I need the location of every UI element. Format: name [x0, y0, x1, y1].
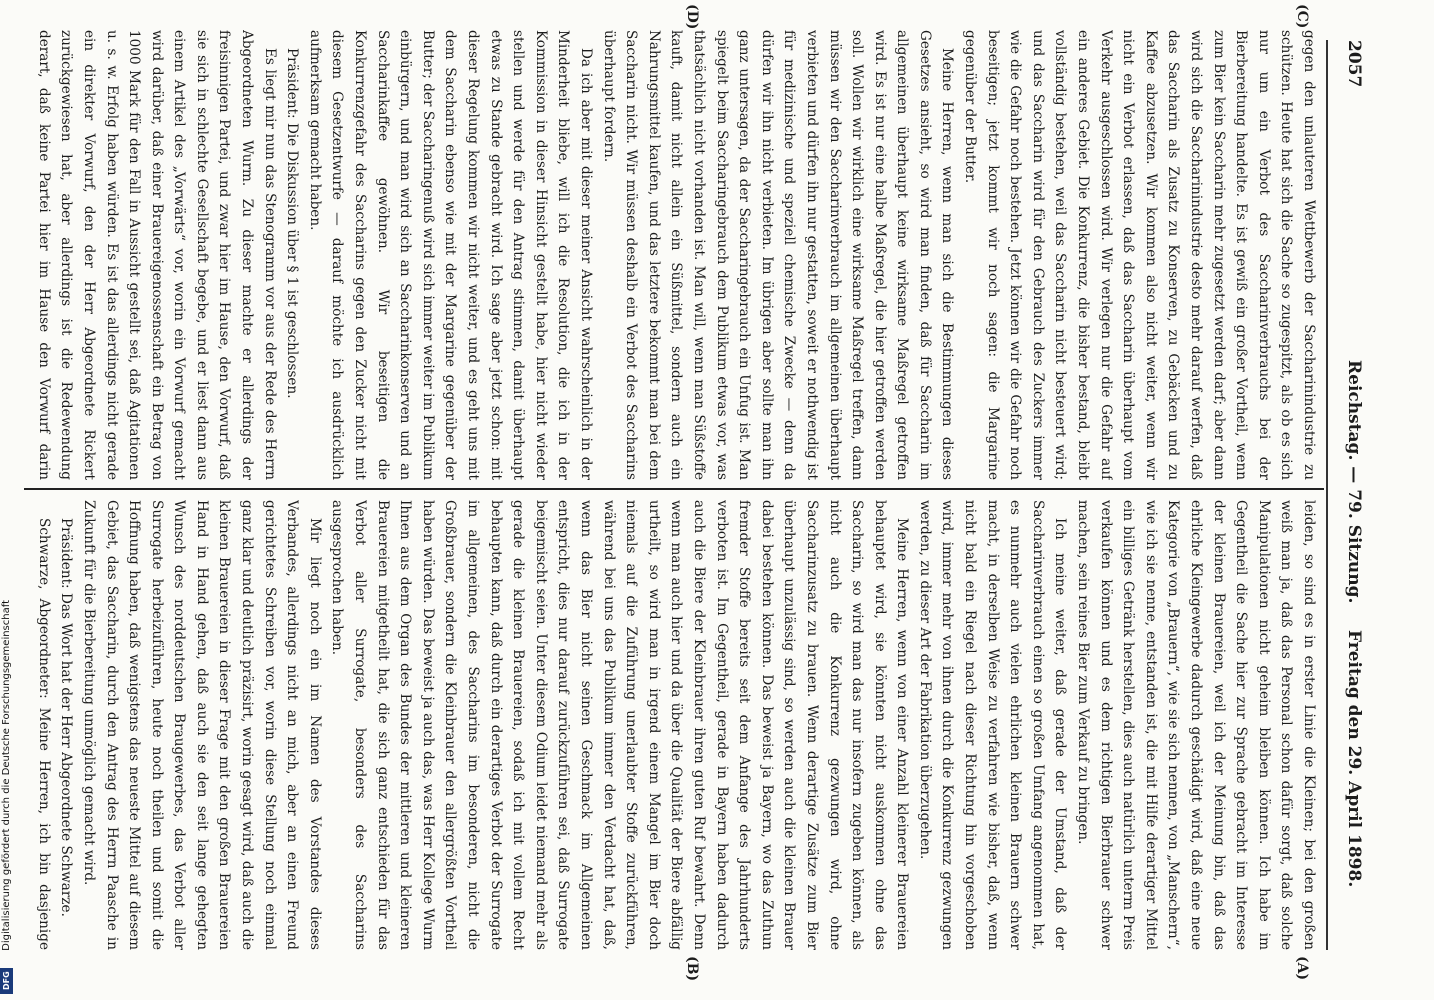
paragraph: gegen den unlauteren Wettbewerb der Saccharinindustrie zu schützen. Heute hat sich die Sache so zugespitzt, als ob es sich nur um ein Verbot des Saccharinverbrauchs bei der Bierbereitung handelte. Es ist gewiß ein großer Vortheil, wenn zum Bier kein Saccharin mehr zugesetzt werden darf; aber dann wird sich die Saccharinindustrie desto mehr darauf werfen, daß das Saccharin als Zusatz zu Konserven, zu Gebäcken und zu Kaffee abzusetzen. Wir kommen also nicht weiter, wenn wir nicht ein Verbot erlassen, daß das Saccharin überhaupt vom Verkehr ausgeschlossen wird. Wir verlegen nur die Gefahr auf ein anderes Gebiet. Die Konkurrenz, die bisher bestand, bleibt vollständig bestehen, weil das Saccharin nicht besteuert wird; und das Saccharin wird für den Gebrauch des Zuckers immer wie die Gefahr noch bestehen. Jetzt können wir die Gefahr noch beseitigen; jetzt kommt wir noch sagen: die Margarine gegenüber der Butter. [962, 30, 1317, 480]
paragraph: leiden, so sind es in erster Linie die Kleinen; bei den großen weiß man ja, daß das Personal schon dafür sorgt, daß solche Manipulationen nicht geheim bleiben können. Ich habe im Gegentheil die Sache hier zur Sprache gebracht im Interesse der kleinen Brauereien, weil ich der Meinung bin, daß das ehrliche Kleingewerbe dadurch geschädigt wird, daß eine neue Kategorie von „Brauern“, wie sie sich nennen, von „Manschern“, wie ich sie nenne, entstanden ist, die mit Hilfe derartiger Mittel ein billiges Getränk herstellen, dies auch natürlich unterm Preis verkaufen können und es dem richtigen Bierbrauer schwer machen, sein reines Bier zum Verkauf zu bringen. [1075, 500, 1317, 950]
margin-marker-d: (D) [684, 4, 700, 30]
page-header [1326, 40, 1370, 950]
margin-marker-b: (B) [684, 956, 700, 982]
column-divider [24, 488, 1324, 490]
paragraph: Präsident: Das Wort hat der Herr Abgeordnete Schwarze. [58, 518, 75, 917]
paragraph: Da ich aber mit dieser meiner Ansicht wahrscheinlich in der Minderheit bliebe, will ich die Resolution, die ich in der Kommission in dieser Hinsicht gestellt habe, hier nicht wieder stellen und werde für den Antrag stimmen, damit überhaupt etwas zu Stande gebracht wird. Ich sage aber jetzt schon: mit dieser Regelung kommen wir nicht weiter, und es geht uns mit dem Saccharin ebenso wie mit der Margarine gegenüber der Butter; der Saccharingenuß wird sich immer weiter im Publikum einbürgern, und man wird sich an Saccharinkonserven und an Saccharinkaffee gewöhnen. Wir beseitigen die Konkurrenzgefahr des Saccharins gegen den Zucker nicht mit diesem Gesetzentwurfe — darauf möchte ich ausdrücklich aufmerksam gemacht haben. [306, 30, 594, 480]
paragraph: Schwarze, Abgeordneter: Meine Herren, ich bin dasjenige [35, 518, 52, 950]
dfg-logo: DFG [0, 968, 13, 994]
paragraph: Meine Herren, wenn von einer Anzahl kleinerer Brauereien behauptet wird, sie könnten nicht auskommen ohne das Saccharin, so wird man das nur insofern zugeben können, als nicht auch die Konkurrenz gezwungen wird, ohne Saccharinzusatz zu brauen. Wenn derartige Zusätze zum Bier überhaupt unzulässig sind, so werden auch die kleinen Brauer dabei bestehen können. Das beweist ja Bayern, wo das Zuthun fremder Stoffe bereits seit dem Anfange des Jahrhunderts verboten ist. Im Gegentheil, gerade in Bayern haben dadurch auch die Biere der Kleinbrauer ihren guten Ruf bewahrt. Denn wenn man auch hier und da über die Qualität der Biere abfällig urtheilt, so wird man in irgend einem Mangel im Bier doch niemals auf die Zuführung unerlaubter Stoffe zurückführen, während bei uns das Publikum immer den Verdacht hat, daß, wenn das Bier nicht seinen Geschmack im Allgemeinen entspricht, dies nur darauf zurückzuführen sei, daß Surrogate beigemischt seien. Unter diesem Odium leidet niemand mehr als gerade die kleinen Brauereien, sodaß ich mit vollem Recht behaupten kann, daß durch ein derartiges Verbot der Surrogate im allgemeinen, des Saccharins im besonderen, nicht die Großbrauer, sondern die Kleinbrauer den allergrößten Vortheil haben würden. Das beweist ja auch das, was Herr Kollege Wurm Ihnen aus dem Organ des Bundes der mittleren und kleineren Brauereien mitgetheilt hat, die sich ganz entschieden für das Verbot aller Surrogate, besonders des Saccharins ausgesprochen haben. [329, 500, 911, 950]
paragraph: Meine Herren, wenn man sich die Bestimmungen dieses Gesetzes ansieht, so wird man finden, daß für Saccharin im allgemeinen überhaupt keine wirksame Maßregel getroffen wird. Es ist nur eine halbe Maßregel, die hier getroffen werden soll. Wollen wir wirklich eine wirksame Maßregel treffen, dann müssen wir den Saccharinverbrauch im allgemeinen überhaupt verbieten und dürfen ihn nur gestatten, soweit er nothwendig ist für medizinische und speziell chemische Zwecke — denn da dürfen wir ihn nicht verbieten. Im übrigen aber sollte man ihn ganz untersagen, da der Saccharingebrauch ein Unfug ist. Man spiegelt beim Saccharingebrauch dem Publikum etwas vor, was thatsächlich nicht vorhanden ist. Man will, wenn man Süßstoffe kauft, damit nicht allein ein Süßmittel, sondern auch ein Nahrungsmittel kaufen, und das letztere bekommt man bei dem Saccharin nicht. Wir müssen deshalb ein Verbot des Saccharins überhaupt fordern. [600, 30, 956, 480]
digitization-credit: Digitalisierung gefördert durch die Deutsche Forschungsgemeinschaft [1, 600, 12, 951]
paragraph: Ich meine weiter, daß gerade der Umstand, daß der Saccharinverbrauch einen so großen Umfang angenommen hat, es nunmehr auch vielen ehrlichen kleinen Brauern schwer macht, in derselben Weise zu verfahren wie bisher, daß, wenn nicht bald ein Riegel nach dieser Richtung hin vorgeschoben wird, immer mehr von ihnen durch die Konkurrenz gezwungen werden, zu dieser Art der Fabrikation überzugehen. [916, 500, 1069, 950]
column-left-text [30, 500, 1320, 950]
margin-marker-a: (A) [1294, 956, 1310, 981]
session-date: Freitag den 29. April 1898. [1344, 630, 1364, 888]
paragraph: Mir liegt noch ein im Namen des Vorstandes dieses Verbandes, allerdings nicht an mich, aber an einen Freund gerichtetes Schreiben vor, worin diese Stellung noch einmal ganz klar und deutlich präzisirt, worin gesagt wird, daß auch die kleinen Brauereien in dieser Frage mit den großen Brauereien Hand in Hand gehen, daß auch sie den seit lange gehegten Wunsch des norddeutschen Braugewerbes, das Verbot aller Surrogate herbeizuführen, heute noch theilen und somit die Hoffnung haben, daß wenigstens das neueste Mittel auf diesem Gebiet, das Saccharin, durch den Antrag des Herrn Paasche in Zukunft für die Bierbereitung unmöglich gemacht wird. [80, 500, 323, 950]
paragraph: Präsident: Die Diskussion über § 1 ist geschlossen. [284, 48, 301, 399]
margin-marker-c: (C) [1294, 4, 1310, 29]
page-number: 2057 [1344, 40, 1364, 88]
column-right-text [30, 30, 1320, 480]
paragraph: Es liegt mir nun das Stenogramm vor aus der Rede des Herrn Abgeordneten Wurm. Zu dieser machte er allerdings der freisinnigen Partei, und zwar hier im Hause, den Vorwurf, daß sie sich in schlechte Gesellschaft begebe, und er liest dann aus einem Artikel des „Vorwärts“ vor, worin ein Vorwurf gemacht wird darüber, daß einer Brauereigenossenschaft ein Betrag von 1000 Mark für den Fall in Aussicht gestellt sei, daß Agitationen u. s. w. Erfolg haben würden. Es ist das allerdings nicht gerade ein direkter Vorwurf, den der Herr Abgeordnete Rickert zurückgewiesen hat, aber allerdings ist die Redewendung derart, daß keine Partei hier im Hause den Vorwurf darin [35, 30, 278, 480]
session-title: Reichstag. — 79. Sitzung. [1344, 360, 1364, 604]
